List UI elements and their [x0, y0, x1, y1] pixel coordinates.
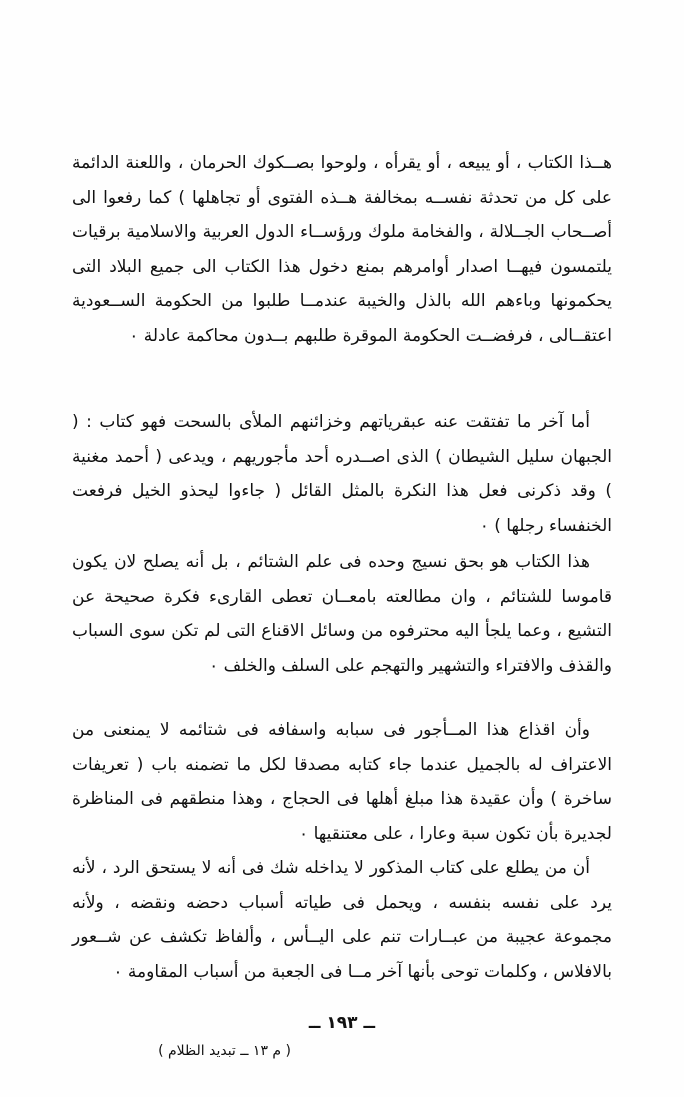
paragraph-text: وأن اقذاع هذا المــأجور فى سبابه واسفافه فى شتائمه لا يمنعنى من الاعتراف له بالجميل عندما جاء كتابه مصدقا لكل ما تضمنه باب ( تعريفات ساخرة ) وأن عقيدة هذا مبلغ أهلها فى الحجاج ، وهذا منطقهم فى المناظرة لجديرة بأن تكون سبة وعارا ، على معتنقيها ٠ — [72, 720, 612, 844]
paragraph-text: هذا الكتاب هو بحق نسيج وحده فى علم الشتائم ، بل أنه يصلح لان يكون قاموسا للشتائم ، وان مطالعته بامعــان تعطى القارىء فكرة صحيحة عن التشيع ، وعما يلجأ اليه محترفوه من وسائل الاقناع التى لم تكن سوى السباب والقذف والافتراء والتشهير والتهجم على السلف والخلف ٠ — [72, 552, 612, 676]
paragraph-text: أن من يطلع على كتاب المذكور لا يداخله شك فى أنه لا يستحق الرد ، لأنه يرد على نفسه بنفسه ، ويحمل فى طياته أسباب دحضه ونقضه ، ولأنه مجموعة عجيبة من عبــارات تنم على اليــأس ، وألفاظ تكشف عن شــعور بالافلاس ، وكلمات توحى بأنها آخر مــا فى الجعبة من أسباب المقاومة ٠ — [72, 858, 612, 982]
paragraph-text: هــذا الكتاب ، أو يبيعه ، أو يقرأه ، ولوحوا بصــكوك الحرمان ، واللعنة الدائمة على كل من تحدثة نفســه بمخالفة هــذه الفتوى أو تجاهلها ) كما رفعوا الى أصــحاب الجــلالة ، والفخامة ملوك ورؤســاء الدول العربية والاسلامية برقيات يلتمسون فيهــا اصدار أوامرهم بمنع دخول هذا الكتاب الى جميع البلاد التى يحكمونها وباءهم الله بالذل والخيبة عندمــا طلبوا من الحكومة الســعودية اعتقــالى ، فرفضــت الحكومة الموقرة طلبهم بــدون محاكمة عادلة ٠ — [72, 153, 612, 346]
paragraph — [72, 405, 612, 543]
paragraph-continuation — [72, 146, 612, 353]
signature-mark: ( م ١٣ ــ تبديد الظلام ) — [158, 1043, 291, 1059]
page-number: ــ ١٩٣ ــ — [308, 1013, 376, 1033]
paragraph-text: أما آخر ما تفتقت عنه عبقرياتهم وخزائنهم الملأى بالسحت فهو كتاب : ( الجبهان سليل الشيطان ) الذى اصــدره أحد مأجوريهم ، ويدعى ( أحمد مغنية ) وقد ذكرنى فعل هذا النكرة بالمثل القائل ( جاءوا ليحذو الخيل فرفعت الخنفساء رجلها ) ٠ — [72, 412, 612, 536]
paragraph — [72, 713, 612, 851]
paragraph — [72, 851, 612, 989]
paragraph — [72, 545, 612, 683]
